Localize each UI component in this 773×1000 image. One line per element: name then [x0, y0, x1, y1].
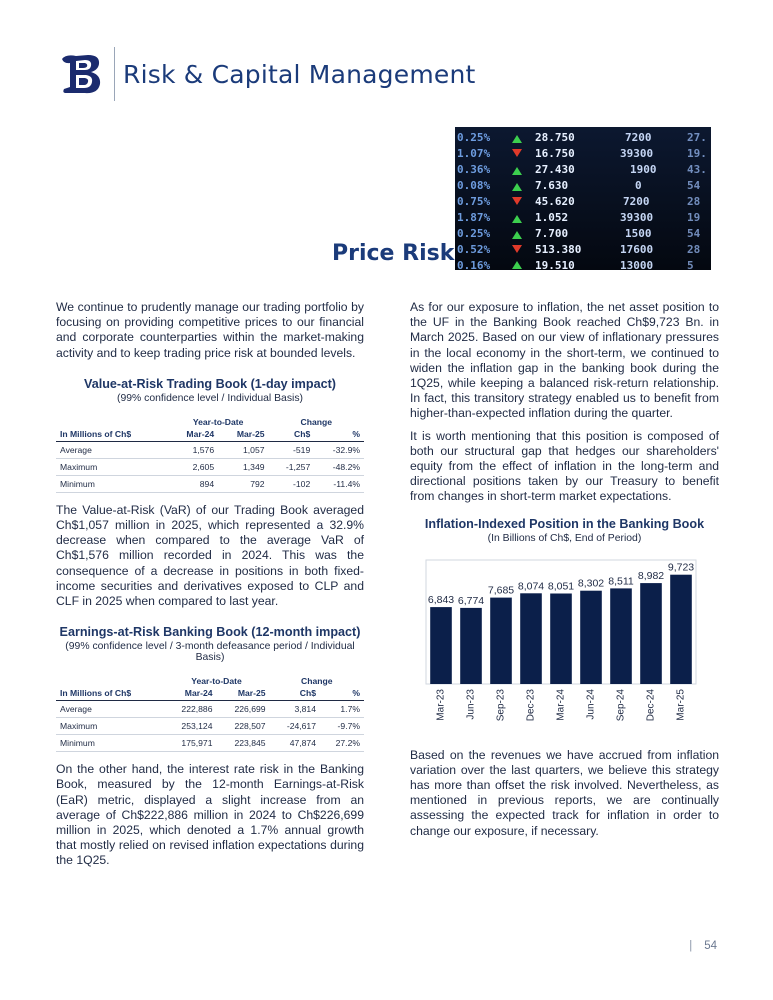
- chart-x-tick-label: Sep-24: [615, 688, 627, 721]
- ear-table: [56, 673, 364, 752]
- svg-text:45.620: 45.620: [535, 195, 575, 208]
- page-header: [58, 44, 476, 104]
- chart-bar: [670, 574, 692, 683]
- chart-x-tick-label: Dec-24: [645, 688, 657, 721]
- ear-paragraph: On the other hand, the interest rate risk in the Banking Book, measured by the 12-month Earnings-at-Risk (EaR) metric, displayed a slight increase from an average of Ch$222,886 million in 2024 to Ch$226,699 million in 2025, which denoted a 1.7% annual growth that mostly relied on revised inflation expectations during the 1Q25.: [56, 762, 364, 868]
- svg-text:54: 54: [687, 227, 701, 240]
- cell: 1,349: [218, 458, 268, 475]
- svg-text:1900: 1900: [630, 163, 657, 176]
- chart-bar: [640, 583, 662, 684]
- cell: 226,699: [217, 701, 270, 718]
- chart-bar: [550, 593, 572, 684]
- inflation-paragraph-3: Based on the revenues we have accrued from inflation variation over the last quarters, we believe this strategy has more than offset the risk involved. Nevertheless, as mentioned in previous reports, we are continually assessing the expected track for inflation in order to change our exposure, if necessary.: [410, 747, 719, 838]
- var-col-1: Mar-24: [168, 428, 218, 442]
- svg-text:1.07%: 1.07%: [457, 147, 491, 160]
- chart-subtitle: (In Billions of Ch$, End of Period): [487, 532, 642, 544]
- ear-col-2: Mar-25: [217, 687, 270, 701]
- section-title: Price Risk: [332, 241, 455, 266]
- svg-text:0.52%: 0.52%: [457, 243, 491, 256]
- cell: 792: [218, 475, 268, 492]
- svg-text:54: 54: [687, 179, 701, 192]
- ear-col-1: Mar-24: [163, 687, 216, 701]
- var-table: [56, 414, 364, 493]
- svg-text:0.08%: 0.08%: [457, 179, 491, 192]
- svg-text:7.630: 7.630: [535, 179, 569, 192]
- var-col-2: Mar-25: [218, 428, 268, 442]
- svg-text:513.380: 513.380: [535, 243, 582, 256]
- svg-text:0.75%: 0.75%: [457, 195, 491, 208]
- stock-ticker-image: [455, 127, 711, 270]
- inflation-paragraph-1: As for our exposure to inflation, the net asset position to the UF in the Banking Book reached Ch$9,723 Bn. in March 2025. Based on our view of inflationary pressures in the local economy in the short-term, we continued to widen the inflation gap in the banking book during the 1Q25, while keeping a balanced risk-return relationship. In fact, this transitory strategy enabled us to benefit from higher-than-expected inflation during the quarter.: [410, 300, 719, 421]
- chart-title: Inflation-Indexed Position in the Banking Book: [424, 516, 705, 531]
- svg-text:19.: 19.: [687, 147, 707, 160]
- ticker-board-graphic: [455, 127, 711, 270]
- svg-text:19.510: 19.510: [535, 259, 575, 270]
- chart-bar: [520, 593, 542, 684]
- left-column: [56, 300, 364, 869]
- svg-text:17600: 17600: [620, 243, 654, 256]
- chart-x-tick-label: Sep-23: [495, 688, 507, 721]
- svg-text:39300: 39300: [620, 211, 654, 224]
- page-number: [689, 940, 717, 952]
- cell: -11.4%: [314, 475, 364, 492]
- cell: -9.7%: [320, 718, 364, 735]
- chart-data-label: 8,982: [637, 569, 665, 582]
- svg-text:1500: 1500: [625, 227, 652, 240]
- row-label: Minimum: [56, 475, 168, 492]
- inflation-paragraph-2: It is worth mentioning that this position is composed of both our structural gap that hedges our shareholders' equity from the effect of inflation in the long-term and directional positions taken by our Treasury to benefit from changes in short-term market expectations.: [410, 428, 719, 504]
- var-col-label: In Millions of Ch$: [56, 428, 168, 442]
- var-table-subtitle: (99% confidence level / Individual Basis): [117, 392, 303, 404]
- cell: 253,124: [163, 718, 216, 735]
- row-label: Minimum: [56, 735, 163, 752]
- chart-data-label: 8,511: [608, 575, 634, 588]
- table-row: [56, 718, 364, 735]
- ear-group-change: Change: [301, 676, 333, 687]
- chart-x-tick-label: Dec-23: [525, 688, 537, 721]
- chart-x-tick-label: Jun-23: [465, 688, 477, 720]
- chart-data-label: 6,774: [457, 594, 485, 607]
- ear-col-label: In Millions of Ch$: [56, 687, 163, 701]
- svg-text:0.25%: 0.25%: [457, 227, 491, 240]
- svg-text:7200: 7200: [625, 131, 652, 144]
- page-header-title: Risk & Capital Management: [123, 59, 476, 89]
- table-row: [56, 441, 364, 458]
- cell: -48.2%: [314, 458, 364, 475]
- svg-text:28: 28: [687, 195, 701, 208]
- chart-bar: [460, 608, 482, 684]
- cell: 223,845: [217, 735, 270, 752]
- svg-text:0.36%: 0.36%: [457, 163, 491, 176]
- svg-text:13000: 13000: [620, 259, 654, 270]
- var-group-change: Change: [300, 416, 333, 427]
- cell: -24,617: [270, 718, 320, 735]
- ear-col-4: %: [320, 687, 364, 701]
- chart-bar: [430, 607, 452, 684]
- ear-col-3: Ch$: [270, 687, 320, 701]
- right-column: [410, 300, 719, 839]
- cell: 3,814: [270, 701, 320, 718]
- svg-text:0.16%: 0.16%: [457, 259, 491, 270]
- table-row: [56, 475, 364, 492]
- page-number-divider: |: [689, 940, 693, 952]
- svg-text:19: 19: [687, 211, 701, 224]
- chart-x-tick-label: Mar-23: [435, 688, 447, 721]
- intro-paragraph: We continue to prudently manage our trading portfolio by focusing on providing competitive prices to our financial and corporate counterparties within the market-making activity and to keep trading price risk at bounded levels.: [56, 300, 364, 360]
- cell: 1,057: [218, 441, 268, 458]
- var-table-title: Value-at-Risk Trading Book (1-day impact): [84, 376, 336, 391]
- header-divider: [114, 47, 115, 101]
- cell: 47,874: [270, 735, 320, 752]
- var-paragraph: The Value-at-Risk (VaR) of our Trading Book averaged Ch$1,057 million in 2025, which represented a 32.9% decrease when compared to the average VaR of Ch$1,576 million recorded in 2024. This was the consequence of a decrease in positions in both fixed-income securities and derivatives exposed to CLP and CLF in 2025 when compared to last year.: [56, 502, 364, 609]
- svg-text:5: 5: [687, 259, 694, 270]
- cell: 27.2%: [320, 735, 364, 752]
- inflation-bar-chart: [410, 552, 700, 732]
- ear-table-title: Earnings-at-Risk Banking Book (12-month impact): [59, 625, 361, 640]
- svg-text:0.25%: 0.25%: [457, 131, 491, 144]
- cell: -519: [269, 441, 315, 458]
- cell: -1,257: [269, 458, 315, 475]
- chart-data-label: 8,051: [547, 580, 575, 593]
- chart-data-label: 8,074: [517, 579, 545, 592]
- cell: -32.9%: [314, 441, 364, 458]
- cell: 175,971: [163, 735, 216, 752]
- chart-bar: [580, 590, 602, 683]
- chart-x-tick-label: Mar-25: [675, 688, 687, 721]
- svg-text:43.: 43.: [687, 163, 707, 176]
- cell: 1,576: [168, 441, 218, 458]
- ear-group-ytd: Year-to-Date: [191, 676, 242, 687]
- chart-data-label: 6,843: [427, 593, 455, 606]
- cell: 222,886: [163, 701, 216, 718]
- var-group-ytd: Year-to-Date: [192, 416, 244, 427]
- chart-x-tick-label: Mar-24: [555, 688, 567, 721]
- svg-text:16.750: 16.750: [535, 147, 575, 160]
- svg-text:28: 28: [687, 243, 701, 256]
- row-label: Average: [56, 441, 168, 458]
- table-row: [56, 458, 364, 475]
- cell: 228,507: [217, 718, 270, 735]
- cell: 2,605: [168, 458, 218, 475]
- row-label: Maximum: [56, 718, 163, 735]
- row-label: Average: [56, 701, 163, 718]
- svg-text:27.: 27.: [687, 131, 707, 144]
- cell: 894: [168, 475, 218, 492]
- var-col-3: Ch$: [269, 428, 315, 442]
- svg-text:27.430: 27.430: [535, 163, 575, 176]
- cell: 1.7%: [320, 701, 364, 718]
- bank-logo-icon: [58, 51, 104, 97]
- svg-text:39300: 39300: [620, 147, 654, 160]
- svg-text:1.052: 1.052: [535, 211, 569, 224]
- chart-x-tick-label: Jun-24: [585, 688, 597, 720]
- chart-bar: [490, 597, 512, 683]
- ear-table-subtitle: (99% confidence level / 3-month defeasance period / Individual Basis): [65, 641, 355, 664]
- cell: -102: [269, 475, 315, 492]
- var-col-4: %: [314, 428, 364, 442]
- chart-data-label: 7,685: [487, 584, 515, 597]
- svg-text:7.700: 7.700: [535, 227, 569, 240]
- svg-text:28.750: 28.750: [535, 131, 575, 144]
- chart-data-label: 8,302: [577, 577, 605, 590]
- svg-text:0: 0: [635, 179, 642, 192]
- table-row: [56, 735, 364, 752]
- row-label: Maximum: [56, 458, 168, 475]
- svg-text:1.87%: 1.87%: [457, 211, 491, 224]
- svg-text:7200: 7200: [623, 195, 650, 208]
- chart-data-label: 9,723: [667, 561, 695, 574]
- page-number-value: 54: [704, 940, 717, 952]
- chart-bar: [610, 588, 632, 684]
- table-row: [56, 701, 364, 718]
